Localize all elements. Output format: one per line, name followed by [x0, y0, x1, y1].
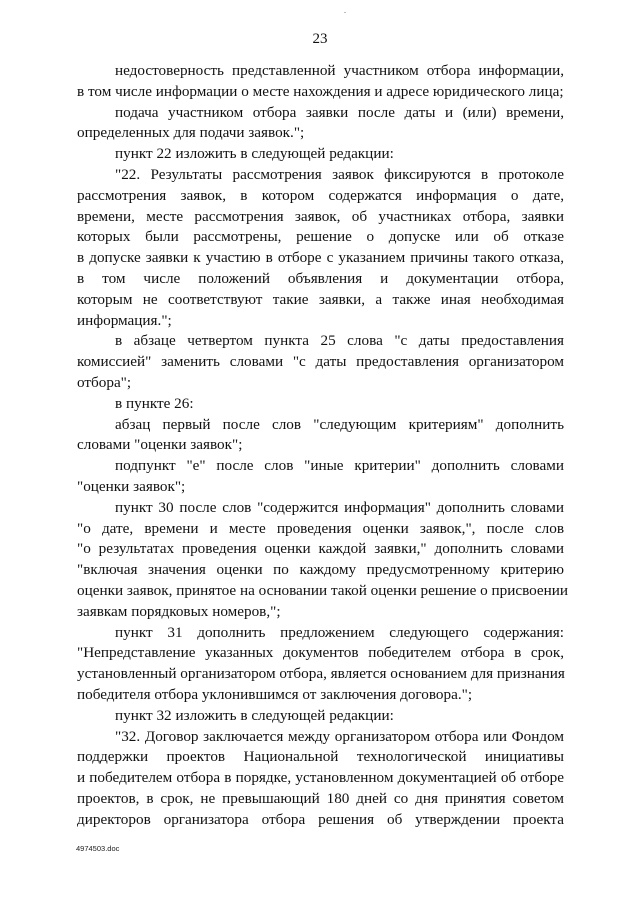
text-line: в том числе положений объявления и документации отбора, — [77, 269, 564, 287]
text-line: времени, месте рассмотрения заявок, об участниках отбора, заявки — [77, 207, 564, 225]
text-line: установленный организатором отбора, является основанием для признания — [77, 665, 565, 683]
file-name-footer: 4974503.doc — [76, 844, 120, 853]
text-line: "включая значения оценки по каждому предусмотренному критерию — [77, 561, 564, 579]
text-line: победителя отбора уклонившимся от заключения договора."; — [77, 685, 473, 703]
text-line: которым не соответствуют такие заявки, а также иная необходимая — [77, 290, 564, 308]
page-number: 23 — [312, 31, 328, 47]
text-line: пункт 31 дополнить предложением следующего содержания: — [115, 623, 564, 641]
text-line: подача участником отбора заявки после даты и (или) времени, — [115, 103, 564, 121]
text-line: в абзаце четвертом пункта 25 слова "с даты предоставления — [115, 332, 564, 350]
text-line: рассмотрения заявок, в котором содержатся информация о дате, — [77, 186, 564, 204]
text-line: в том числе информации о месте нахождения и адресе юридического лица; — [77, 82, 564, 100]
scan-speck — [344, 12, 346, 13]
text-line: и победителем отбора в порядке, установленном документацией об отборе — [77, 769, 564, 787]
text-line: пункт 22 изложить в следующей редакции: — [115, 145, 394, 163]
text-line: комиссией" заменить словами "с даты предоставления организатором — [77, 353, 564, 371]
text-line: "22. Результаты рассмотрения заявок фиксируются в протоколе — [115, 165, 564, 183]
text-line: словами "оценки заявок"; — [77, 436, 243, 454]
text-line: оценки заявок, принятое на основании такой оценки решение о присвоении — [77, 581, 569, 599]
text-line: в допуске заявки к участию в отборе с указанием причины такого отказа, — [77, 249, 564, 267]
text-line: недостоверность представленной участником отбора информации, — [115, 62, 564, 79]
text-line: в пункте 26: — [115, 394, 194, 412]
text-line: подпункт "е" после слов "иные критерии" дополнить словами — [115, 457, 564, 475]
text-line: "о дате, времени и месте проведения оценки заявок,", после слов — [77, 519, 564, 537]
text-line: "о результатах проведения оценки каждой заявки," дополнить словами — [77, 540, 564, 558]
text-line: проектов, в срок, не превышающий 180 дней со дня принятия советом — [77, 789, 564, 807]
text-line: заявкам порядковых номеров,"; — [77, 602, 281, 620]
text-line: отбора"; — [77, 373, 132, 391]
text-line: директоров организатора отбора решения об утверждении проекта — [77, 810, 564, 828]
text-line: поддержки проектов Национальной технологической инициативы — [77, 748, 564, 766]
text-line: определенных для подачи заявок."; — [77, 124, 305, 142]
text-line: "32. Договор заключается между организатором отбора или Фондом — [115, 727, 564, 745]
document-body — [77, 61, 569, 830]
text-line: информация."; — [77, 311, 172, 329]
text-line: "оценки заявок"; — [77, 477, 186, 495]
text-line: которых были рассмотрены, решение о допуске или об отказе — [77, 228, 564, 246]
text-line: "Непредставление указанных документов победителем отбора в срок, — [77, 644, 564, 662]
text-line: пункт 32 изложить в следующей редакции: — [115, 706, 394, 724]
text-line: пункт 30 после слов "содержится информация" дополнить словами — [115, 498, 564, 516]
text-line: абзац первый после слов "следующим критериям" дополнить — [115, 415, 564, 433]
